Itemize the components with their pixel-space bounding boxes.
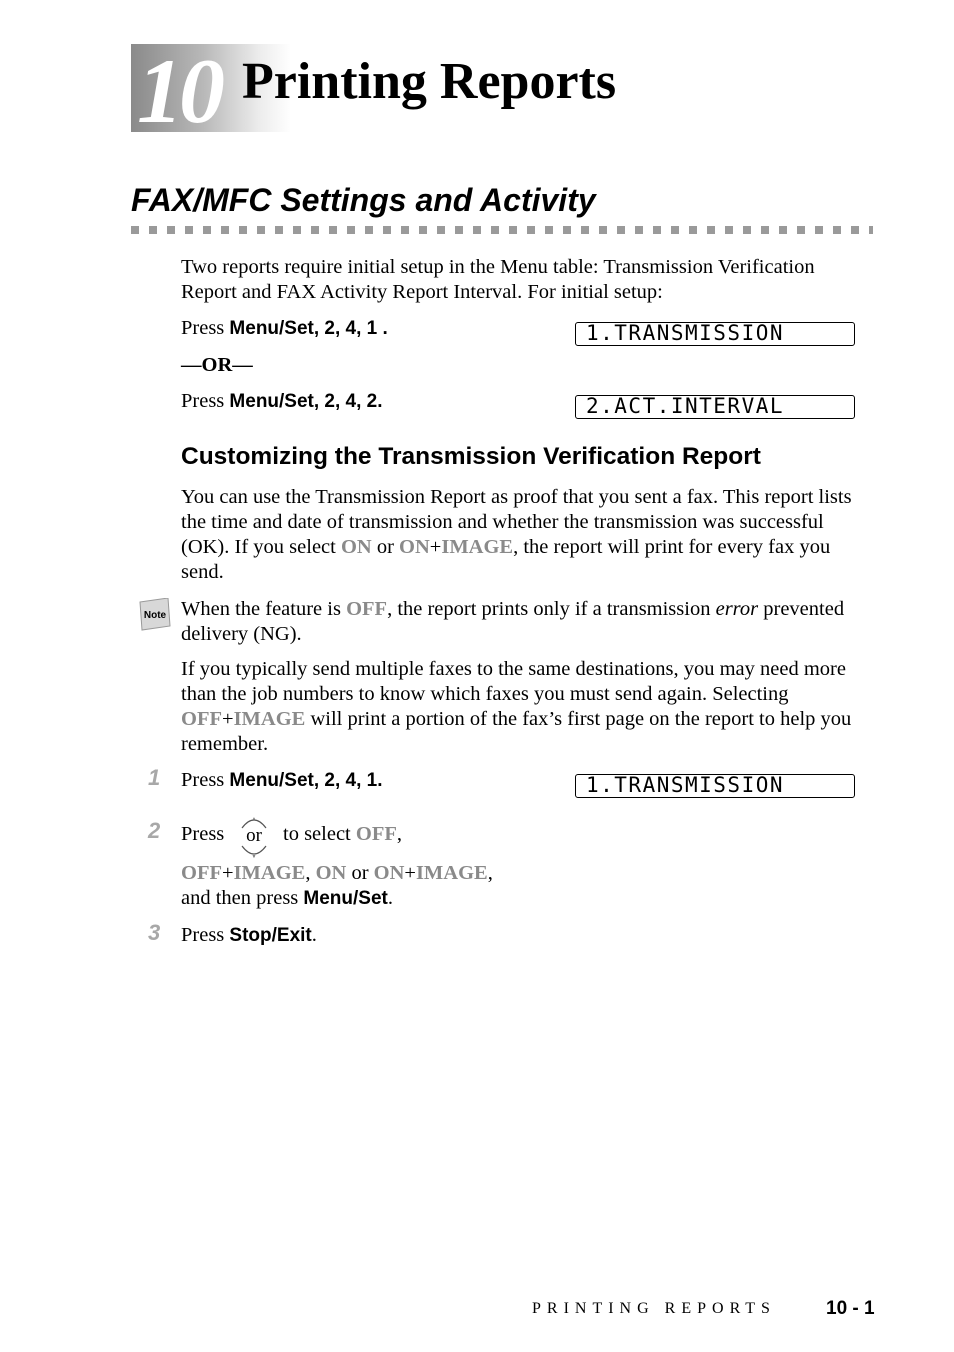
page-number: 10 - 1 <box>826 1298 875 1319</box>
step-1-text: Press Menu/Set, 2, 4, 1. <box>181 769 383 791</box>
svg-text:▲: ▲ <box>251 817 257 822</box>
svg-text:▼: ▼ <box>251 855 257 860</box>
chapter-title: Printing Reports <box>242 53 617 110</box>
step-number-1: 1 <box>148 765 161 790</box>
lcd-display-step-1: 1.TRANSMISSION <box>575 774 855 798</box>
up-down-navigation-icon <box>236 814 272 860</box>
note-icon <box>136 598 172 632</box>
step-number-2: 2 <box>148 818 161 843</box>
step-2-then: and then press Menu/Set. <box>181 887 393 909</box>
nav-icon-label: or <box>246 825 262 846</box>
menu-set-key: Menu/Set <box>229 318 314 339</box>
lcd-display-transmission: 1.TRANSMISSION <box>575 322 855 346</box>
subsection-title: Customizing the Transmission Verification Report <box>181 443 761 470</box>
menu-set-key: Menu/Set <box>229 391 314 412</box>
stop-exit-key: Stop/Exit <box>229 925 312 946</box>
running-head: PRINTING REPORTS <box>532 1300 776 1317</box>
step-3-text: Press Stop/Exit. <box>181 924 317 946</box>
menu-set-key: Menu/Set <box>229 770 314 791</box>
note-text: When the feature is OFF, the report prints only if a transmission error prevented delivery (NG). <box>181 598 845 645</box>
note-icon-label: Note <box>143 610 167 621</box>
intro-paragraph: Two reports require initial setup in the Menu table: Transmission Verification Report and FAX Activity Report Interval. For initial setup: <box>181 256 815 303</box>
step-2-press: Press <box>181 823 225 845</box>
step-number-3: 3 <box>148 920 161 945</box>
lcd-display-act-interval: 2.ACT.INTERVAL <box>575 395 855 419</box>
step-2-select: to select OFF, <box>283 823 402 845</box>
section-divider <box>131 226 873 234</box>
menu-set-key: Menu/Set <box>303 888 388 909</box>
body-paragraph-2: If you typically send multiple faxes to the same destinations, you may need more than the job numbers to know which faxes you must send again. Selecting OFF+IMAGE will print a portion of the fax’s first page on the report to help you remember. <box>181 658 852 755</box>
step-2-options: OFF+IMAGE, ON or ON+IMAGE, <box>181 862 493 884</box>
setup-option-2: Press Menu/Set, 2, 4, 2. <box>181 390 383 412</box>
section-title: FAX/MFC Settings and Activity <box>131 182 596 218</box>
or-divider: —OR— <box>181 354 253 376</box>
setup-option-1: Press Menu/Set, 2, 4, 1 . <box>181 317 388 339</box>
body-paragraph-1: You can use the Transmission Report as proof that you sent a fax. This report lists the time and date of transmission and whether the transmission was successful (OK). If you select ON or ON+IMAGE, the report will print for every fax you send. <box>181 486 852 583</box>
chapter-number: 10 <box>137 40 221 142</box>
